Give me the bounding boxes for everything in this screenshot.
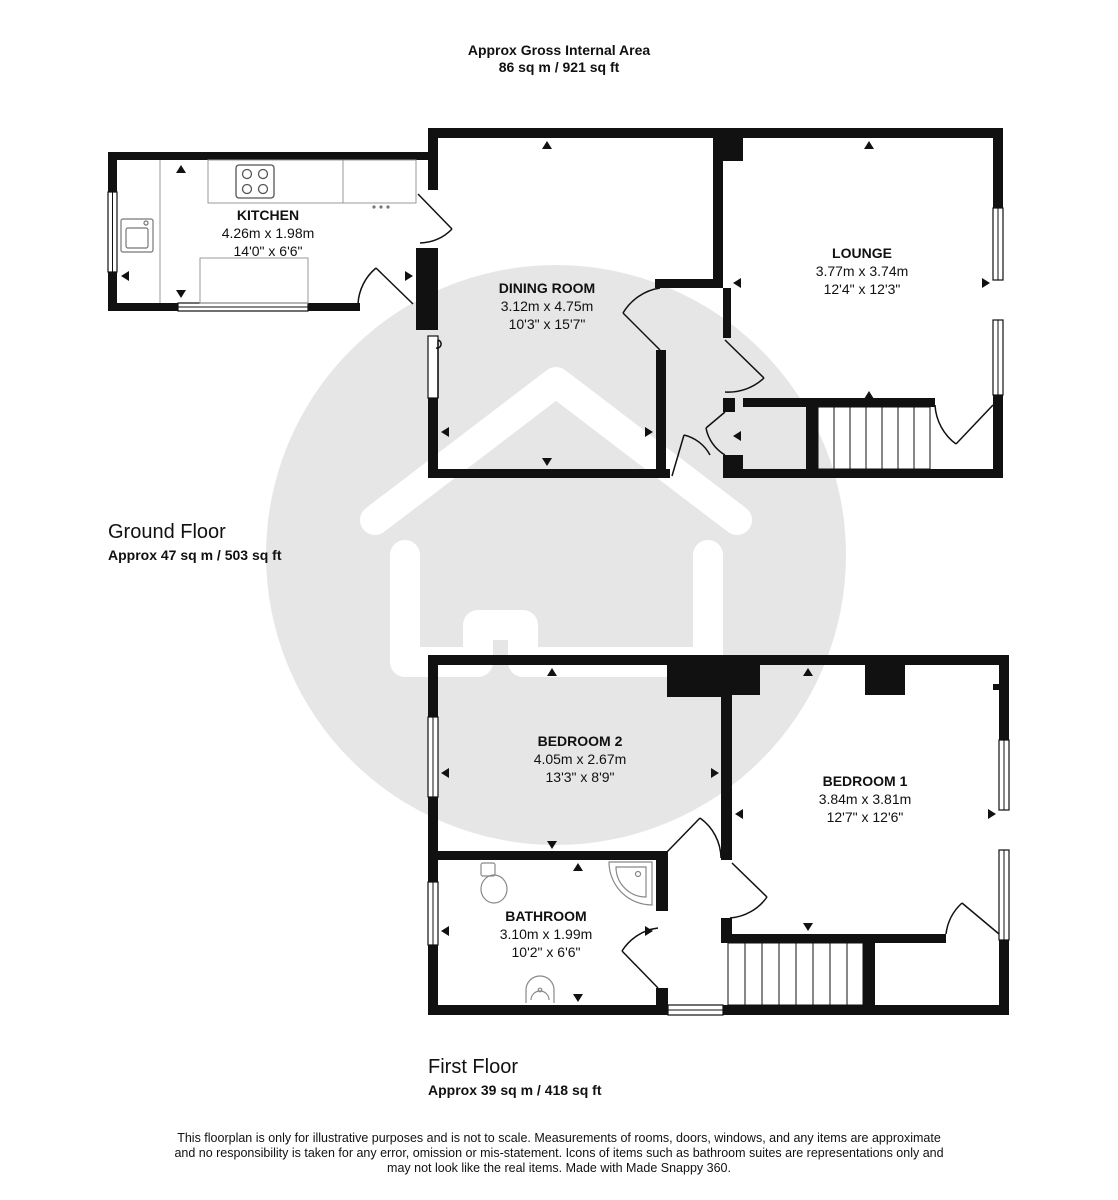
chimney <box>667 655 730 697</box>
floor-caption-first <box>428 1055 602 1099</box>
floor-name: Ground Floor <box>108 521 226 543</box>
ground-floor-plan <box>0 0 1118 520</box>
first-floor-plan <box>0 640 1118 1030</box>
stairs-icon <box>728 943 863 1005</box>
wall <box>428 797 438 882</box>
room-metric: 3.10m x 1.99m <box>499 926 593 942</box>
room-label-bathroom <box>471 907 621 961</box>
room-imperial: 10'2" x 6'6" <box>511 944 581 960</box>
room-label-bedroom-2 <box>505 732 655 786</box>
sink-icon <box>121 219 153 252</box>
floor-area: Approx 47 sq m / 503 sq ft <box>108 547 282 563</box>
wall <box>723 1005 1009 1015</box>
disclaimer-line: may not look like the real items. Made with Made Snappy 360. <box>387 1161 731 1175</box>
room-label-lounge <box>787 244 937 298</box>
chimney <box>865 665 905 695</box>
room-metric: 3.84m x 3.81m <box>818 791 912 807</box>
room-name: BEDROOM 1 <box>822 773 908 789</box>
basin-icon <box>526 976 554 1003</box>
room-metric: 3.12m x 4.75m <box>500 298 594 314</box>
wall <box>428 469 670 478</box>
hob-icon <box>236 165 274 198</box>
room-name: LOUNGE <box>832 245 892 261</box>
wall <box>993 128 1003 208</box>
wall <box>723 128 743 161</box>
room-name: BEDROOM 2 <box>537 733 623 749</box>
stairs-icon <box>818 407 930 469</box>
disclaimer <box>130 1131 988 1176</box>
header-area: 86 sq m / 921 sq ft <box>498 59 620 75</box>
room-imperial: 13'3" x 8'9" <box>545 769 615 785</box>
wall <box>428 1005 668 1015</box>
room-metric: 3.77m x 3.74m <box>815 263 909 279</box>
wall <box>743 398 935 407</box>
wall <box>999 655 1009 740</box>
wall <box>713 128 723 288</box>
floor-area: Approx 39 sq m / 418 sq ft <box>428 1082 602 1098</box>
wall <box>656 350 666 478</box>
wall <box>863 943 875 1005</box>
disclaimer-line: This floorplan is only for illustrative purposes and is not to scale. Measurements of rooms, doors, windows, and any items are approximate <box>177 1131 941 1145</box>
wall <box>428 128 438 190</box>
wall <box>438 851 668 860</box>
wall <box>656 851 668 911</box>
wall <box>108 303 178 311</box>
room-label-bedroom-1 <box>790 772 940 826</box>
room-label-dining <box>462 279 632 333</box>
room-name: DINING ROOM <box>498 280 596 296</box>
room-name: BATHROOM <box>505 908 587 924</box>
room-imperial: 12'4" x 12'3" <box>823 281 901 297</box>
floor-name: First Floor <box>428 1056 518 1078</box>
room-imperial: 14'0" x 6'6" <box>233 243 303 259</box>
toilet-icon <box>481 863 507 903</box>
wall <box>416 248 438 330</box>
header-title: Approx Gross Internal Area <box>467 42 651 58</box>
wall <box>730 655 1009 665</box>
wall <box>428 945 438 1015</box>
wall <box>656 988 668 1015</box>
wall <box>721 695 732 860</box>
wall <box>993 395 1003 478</box>
wall <box>721 934 946 943</box>
disclaimer-line: and no responsibility is taken for any error, omission or mis-statement. Icons of items such as bathroom suites are representations only and <box>174 1146 944 1160</box>
room-name: KITCHEN <box>236 207 300 223</box>
wall <box>723 455 743 478</box>
wall <box>428 655 668 665</box>
wall <box>723 288 731 338</box>
room-imperial: 10'3" x 15'7" <box>508 316 586 332</box>
wall <box>428 655 438 717</box>
room-imperial: 12'7" x 12'6" <box>826 809 904 825</box>
wall <box>730 655 760 695</box>
room-metric: 4.05m x 2.67m <box>533 751 627 767</box>
room-metric: 4.26m x 1.98m <box>221 225 315 241</box>
wall <box>806 398 818 478</box>
wall <box>723 398 735 412</box>
shower-icon <box>609 862 652 905</box>
room-label-kitchen <box>193 206 343 260</box>
window <box>428 336 438 398</box>
wall <box>993 684 999 690</box>
wall <box>428 398 438 478</box>
wall <box>728 469 1003 478</box>
wall <box>655 279 723 288</box>
floor-caption-ground <box>108 520 282 564</box>
wall <box>999 940 1009 1015</box>
wall <box>108 152 430 160</box>
wall <box>308 303 360 311</box>
